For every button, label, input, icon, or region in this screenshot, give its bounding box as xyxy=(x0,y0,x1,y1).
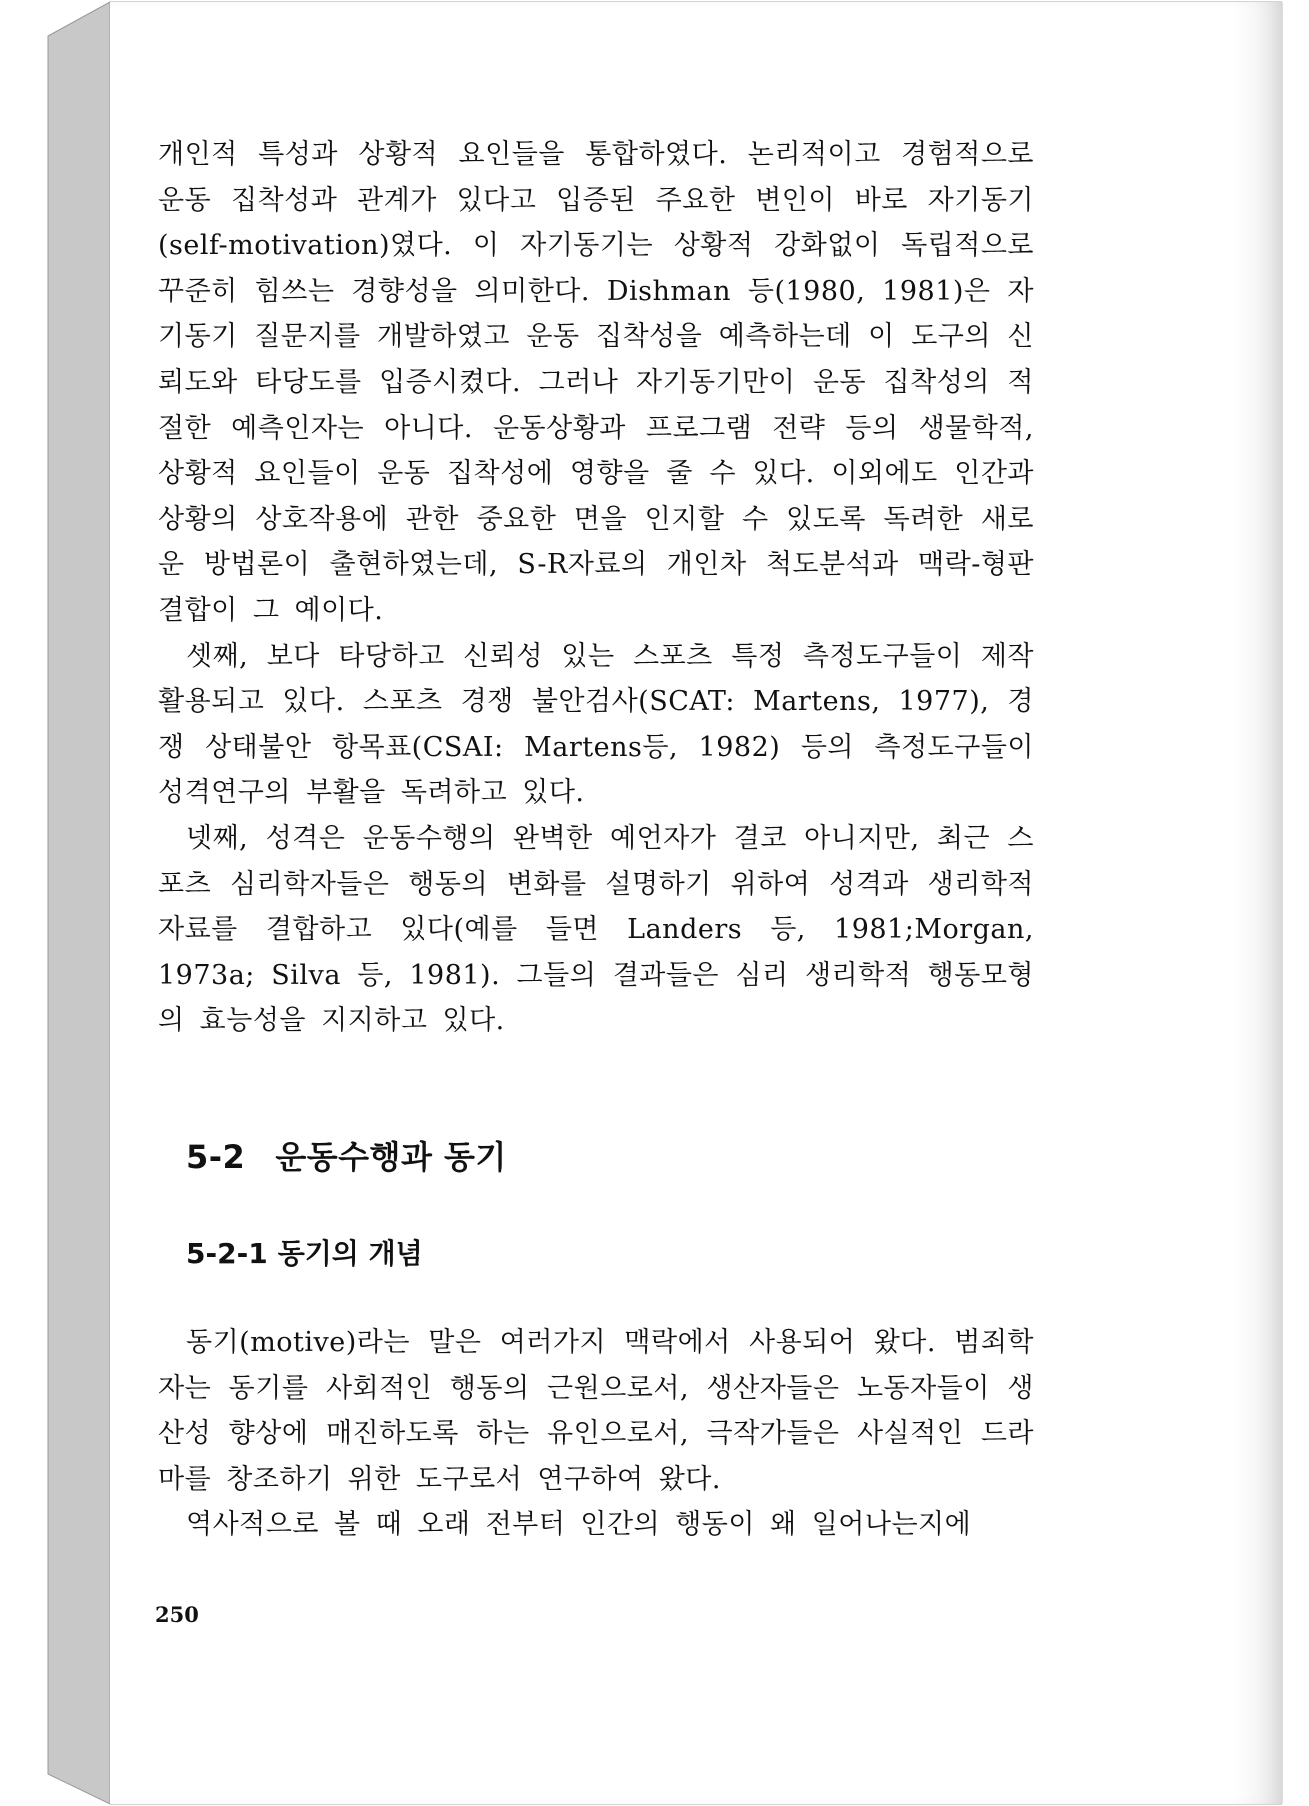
subsection-number: 5-2-1 xyxy=(186,1237,268,1270)
page-edge-shadow xyxy=(1234,2,1282,1804)
body-text-top xyxy=(158,132,1034,1044)
body-text-bottom xyxy=(158,1320,1034,1548)
section-title: 운동수행과 동기 xyxy=(275,1138,507,1176)
page-number: 250 xyxy=(155,1602,199,1627)
paragraph: 동기(motive)라는 말은 여러가지 맥락에서 사용되어 왔다. 범죄학자는 동기를 사회적인 행동의 근원으로서, 생산자들은 노동자들이 생산성 향상에 매진하도록 하는 유인으로서, 극작가들은 사실적인 드라마를 창조하기 위한 도구로서 연구하여 왔다. xyxy=(158,1327,1034,1495)
paragraph: 역사적으로 볼 때 오래 전부터 인간의 행동이 왜 일어나는지에 xyxy=(186,1509,972,1541)
paragraph: 넷째, 성격은 운동수행의 완벽한 예언자가 결코 아니지만, 최근 스포츠 심리학자들은 행동의 변화를 설명하기 위하여 성격과 생리학적 자료를 결합하고 있다(예를 들면 Landers 등, 1981;Morgan, 1973a; Silva 등, 1981). 그들의 결과들은 심리 생리학적 행동모형의 효능성을 지지하고 있다. xyxy=(158,822,1034,1037)
section-number: 5-2 xyxy=(186,1138,246,1176)
subsection-title: 동기의 개념 xyxy=(277,1237,423,1270)
paragraph: 셋째, 보다 타당하고 신뢰성 있는 스포츠 특정 측정도구들이 제작 활용되고 있다. 스포츠 경쟁 불안검사(SCAT: Martens, 1977), 경쟁 상태불안 항목표(CSAI: Martens등, 1982) 등의 측정도구들이 성격연구의 부활을 독려하고 있다. xyxy=(158,640,1034,809)
section-heading xyxy=(186,1132,507,1178)
paragraph: 개인적 특성과 상황적 요인들을 통합하였다. 논리적이고 경험적으로 운동 집착성과 관계가 있다고 입증된 주요한 변인이 바로 자기동기(self-motivation)였다. 이 자기동기는 상황적 강화없이 독립적으로 꾸준히 힘쓰는 경향성을 의미한다. Dishman 등(1980, 1981)은 자기동기 질문지를 개발하였고 운동 집착성을 예측하는데 이 도구의 신뢰도와 타당도를 입증시켰다. 그러나 자기동기만이 운동 집착성의 적절한 예측인자는 아니다. 운동상황과 프로그램 전략 등의 생물학적, 상황적 요인들이 운동 집착성에 영향을 줄 수 있다. 이외에도 인간과 상황의 상호작용에 관한 중요한 면을 인지할 수 있도록 독려한 새로운 방법론이 출현하였는데, S-R자료의 개인차 척도분석과 맥락-형판결합이 그 예이다. xyxy=(158,139,1034,626)
subsection-heading xyxy=(186,1232,423,1272)
